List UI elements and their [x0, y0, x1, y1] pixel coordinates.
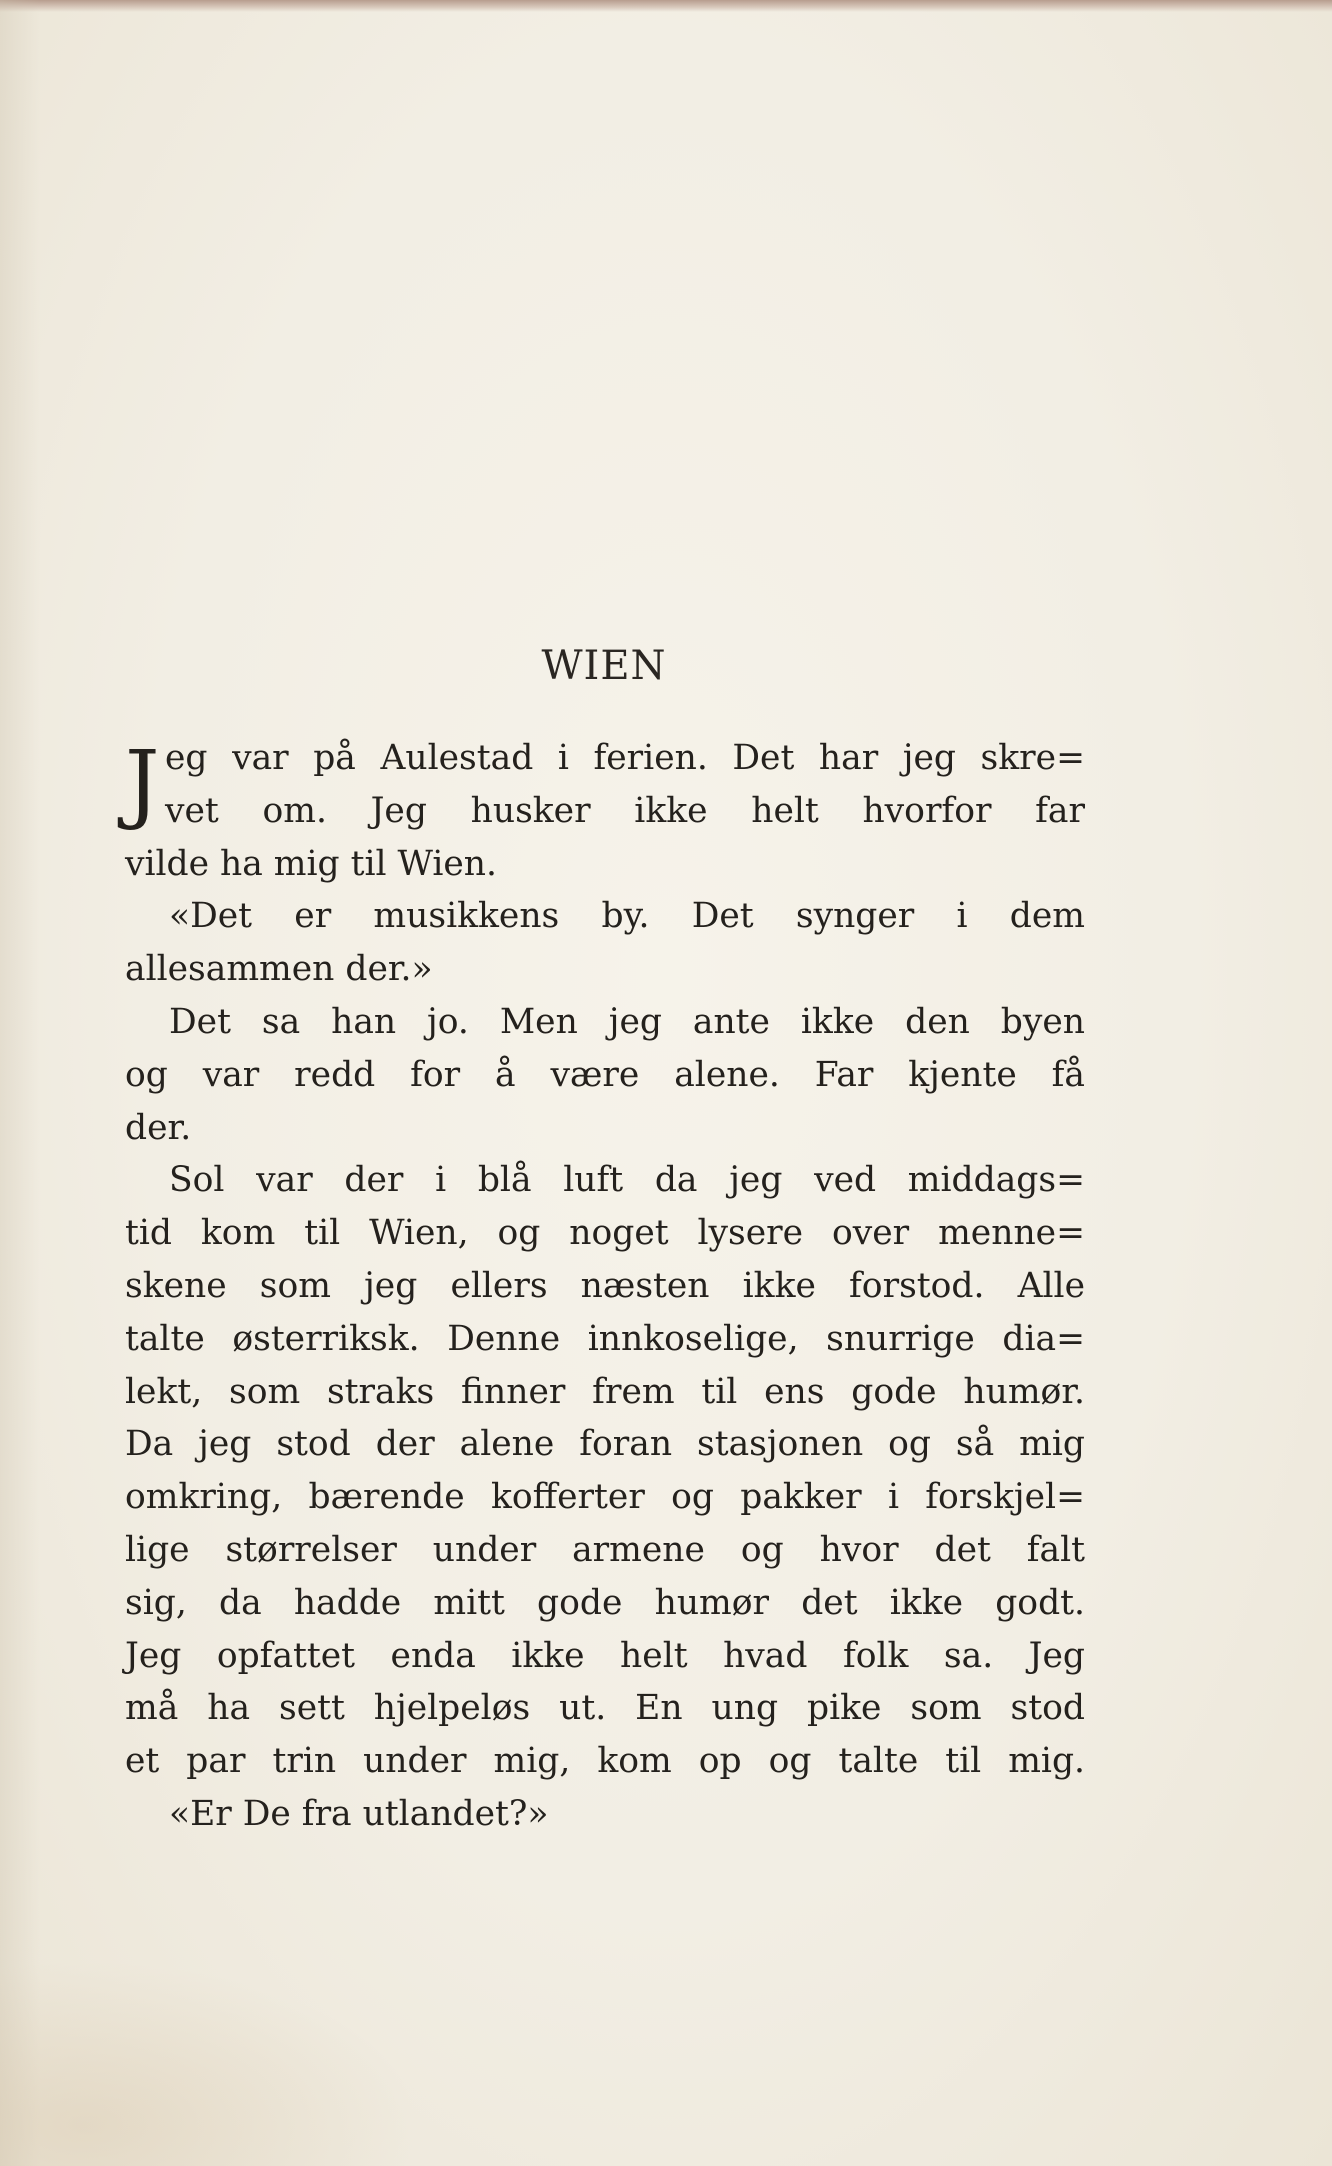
- text-line: allesammen der.»: [125, 949, 433, 990]
- text-line: talte østerriksk. Denne innkoselige, snurrige dia=: [125, 1318, 1085, 1359]
- page-top-edge: [0, 0, 1332, 12]
- text-line: omkring, bærende kofferter og pakker i forskjel=: [125, 1477, 1085, 1518]
- text-line: Da jeg stod der alene foran stasjonen og så mig: [125, 1424, 1085, 1465]
- text-line: der.: [125, 1107, 192, 1148]
- body-text: [125, 732, 1085, 1841]
- chapter-title: WIEN: [541, 643, 667, 689]
- text-line-content: eg var på Aulestad i ferien. Det har jeg skre=: [165, 738, 1085, 778]
- text-line: vilde ha mig til Wien.: [125, 843, 497, 884]
- drop-cap: J: [125, 733, 160, 833]
- text-line: lige størrelser under armene og hvor det falt: [125, 1529, 1085, 1570]
- text-line: må ha sett hjelpeløs ut. En ung pike som stod: [125, 1688, 1085, 1729]
- page-left-shade: [0, 0, 40, 2166]
- text-line: Det sa han jo. Men jeg ante ikke den byen: [169, 1001, 1085, 1042]
- text-line: et par trin under mig, kom op og talte til mig.: [125, 1741, 1085, 1782]
- text-line: skene som jeg ellers næsten ikke forstod. Alle: [125, 1265, 1085, 1306]
- text-line: lekt, som straks finner frem til ens gode humør.: [125, 1371, 1085, 1412]
- text-line: «Det er musikkens by. Det synger i dem: [169, 896, 1085, 937]
- text-line: og var redd for å være alene. Far kjente få: [125, 1054, 1085, 1095]
- text-line: Jeg opfattet enda ikke helt hvad folk sa. Jeg: [125, 1635, 1085, 1676]
- text-line: vet om. Jeg husker ikke helt hvorfor far: [165, 790, 1085, 831]
- text-line: Sol var der i blå luft da jeg ved middags=: [169, 1160, 1085, 1201]
- text-line: sig, da hadde mitt gode humør det ikke godt.: [125, 1582, 1085, 1623]
- text-line: «Er De fra utlandet?»: [169, 1793, 549, 1834]
- text-line: tid kom til Wien, og noget lysere over menne=: [125, 1213, 1085, 1254]
- page-stain: [0, 1960, 420, 2166]
